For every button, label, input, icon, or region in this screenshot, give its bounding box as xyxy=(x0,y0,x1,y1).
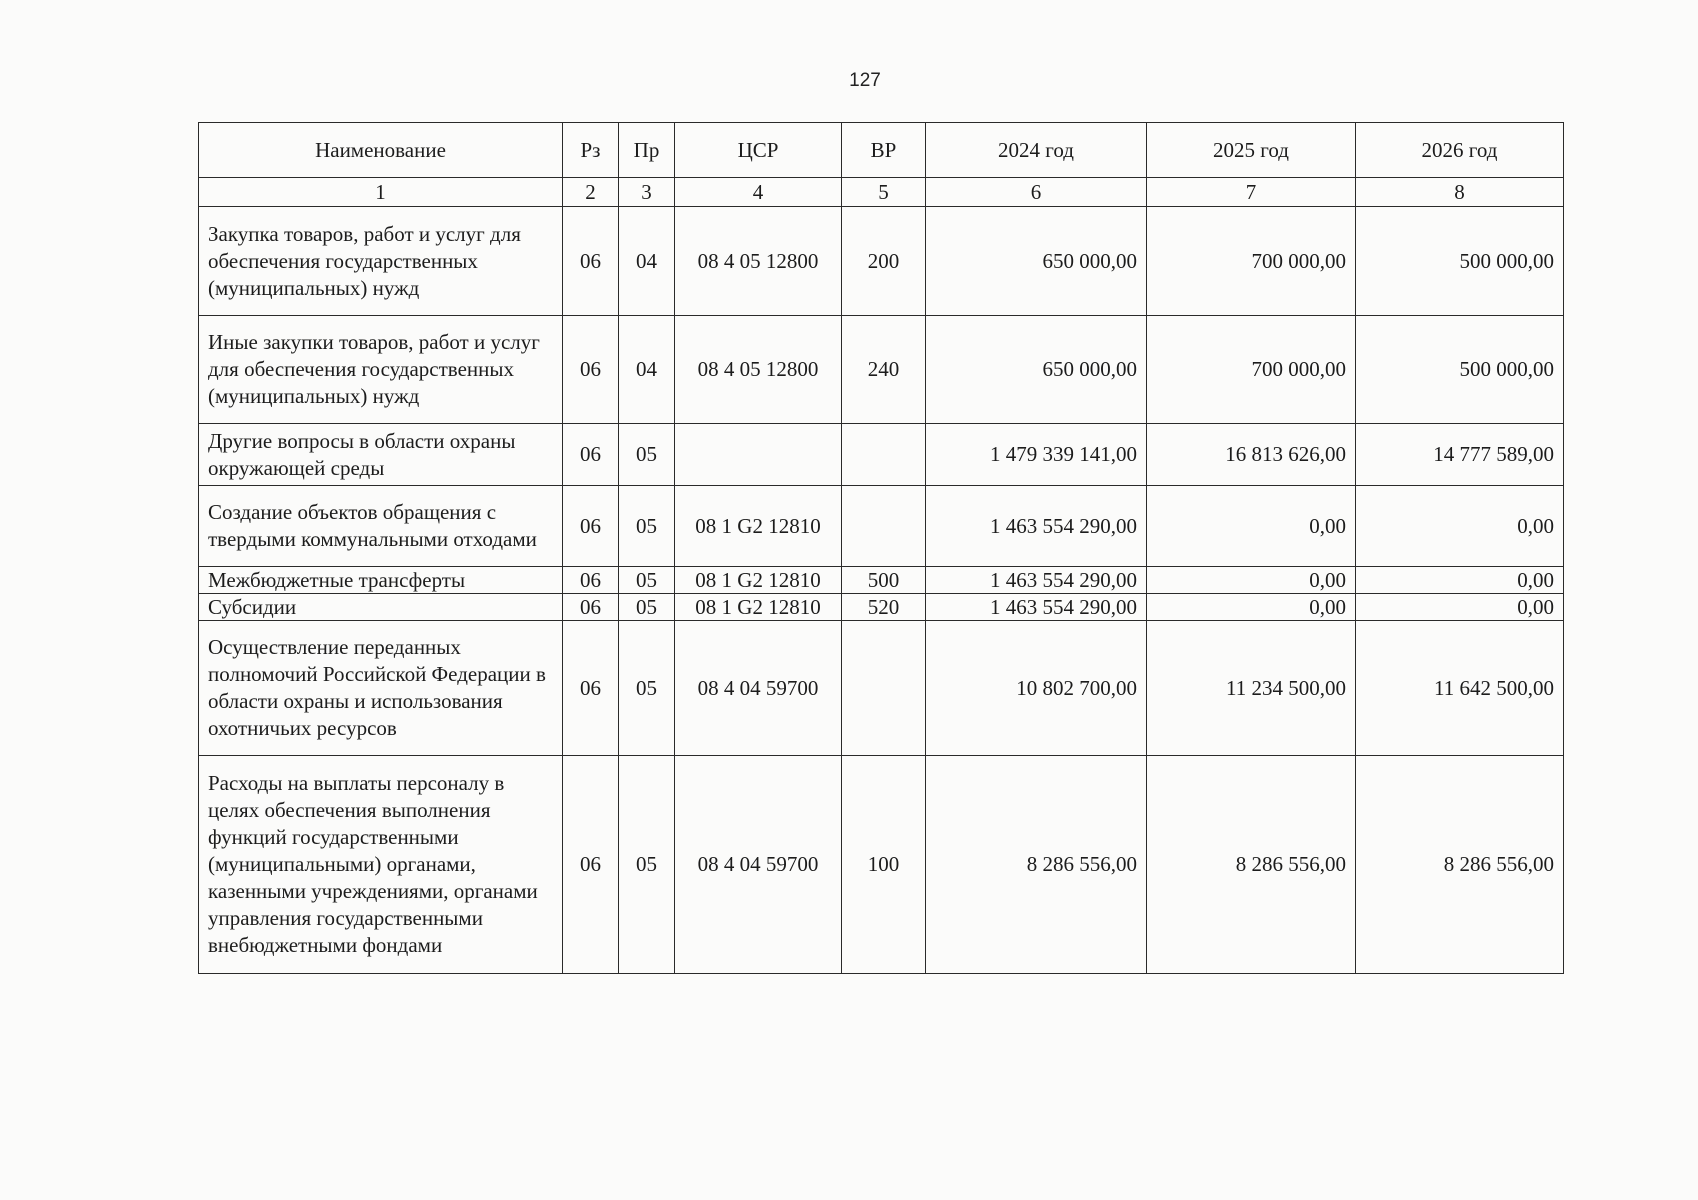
row-2024: 1 463 554 290,00 xyxy=(926,594,1147,621)
row-2026: 500 000,00 xyxy=(1356,207,1564,316)
column-number: 1 xyxy=(199,178,563,207)
row-2026: 11 642 500,00 xyxy=(1356,621,1564,756)
row-pr: 05 xyxy=(619,594,675,621)
row-pr: 05 xyxy=(619,486,675,567)
row-pr: 05 xyxy=(619,621,675,756)
row-2024: 650 000,00 xyxy=(926,316,1147,424)
row-pr: 05 xyxy=(619,756,675,974)
table-row xyxy=(199,486,1564,567)
row-2024: 1 463 554 290,00 xyxy=(926,486,1147,567)
table-row xyxy=(199,567,1564,594)
column-number: 7 xyxy=(1147,178,1356,207)
row-csr: 08 1 G2 12810 xyxy=(675,567,842,594)
table-row xyxy=(199,621,1564,756)
row-vr: 200 xyxy=(842,207,926,316)
row-rz: 06 xyxy=(563,424,619,486)
row-csr: 08 1 G2 12810 xyxy=(675,594,842,621)
row-2026: 0,00 xyxy=(1356,567,1564,594)
row-name: Создание объектов обращения с твердыми коммунальными отходами xyxy=(199,486,563,567)
row-2024: 650 000,00 xyxy=(926,207,1147,316)
row-rz: 06 xyxy=(563,207,619,316)
row-vr: 240 xyxy=(842,316,926,424)
row-rz: 06 xyxy=(563,316,619,424)
column-number: 8 xyxy=(1356,178,1564,207)
row-2026: 8 286 556,00 xyxy=(1356,756,1564,974)
table-row xyxy=(199,207,1564,316)
column-number: 5 xyxy=(842,178,926,207)
header-pr: Пр xyxy=(619,123,675,178)
row-2025: 700 000,00 xyxy=(1147,316,1356,424)
row-name: Расходы на выплаты персоналу в целях обеспечения выполнения функций государственными (муниципальными) органами, казенными учреждениями, органами управления государственными внебюджетными фондами xyxy=(199,756,563,974)
table-row xyxy=(199,756,1564,974)
row-csr xyxy=(675,424,842,486)
row-name: Субсидии xyxy=(199,594,563,621)
row-2025: 0,00 xyxy=(1147,594,1356,621)
row-rz: 06 xyxy=(563,486,619,567)
row-vr: 500 xyxy=(842,567,926,594)
row-name: Осуществление переданных полномочий Российской Федерации в области охраны и использования охотничьих ресурсов xyxy=(199,621,563,756)
row-name: Другие вопросы в области охраны окружающей среды xyxy=(199,424,563,486)
header-2025: 2025 год xyxy=(1147,123,1356,178)
row-csr: 08 4 05 12800 xyxy=(675,207,842,316)
row-2024: 1 463 554 290,00 xyxy=(926,567,1147,594)
row-2025: 8 286 556,00 xyxy=(1147,756,1356,974)
table-row xyxy=(199,316,1564,424)
row-pr: 05 xyxy=(619,424,675,486)
header-rz: Рз xyxy=(563,123,619,178)
row-vr xyxy=(842,621,926,756)
header-2026: 2026 год xyxy=(1356,123,1564,178)
column-number: 3 xyxy=(619,178,675,207)
column-number-row xyxy=(199,178,1564,207)
row-name: Иные закупки товаров, работ и услуг для обеспечения государственных (муниципальных) нужд xyxy=(199,316,563,424)
row-2025: 16 813 626,00 xyxy=(1147,424,1356,486)
row-csr: 08 4 04 59700 xyxy=(675,621,842,756)
row-rz: 06 xyxy=(563,621,619,756)
column-number: 6 xyxy=(926,178,1147,207)
column-number: 2 xyxy=(563,178,619,207)
row-2025: 0,00 xyxy=(1147,567,1356,594)
row-2024: 1 479 339 141,00 xyxy=(926,424,1147,486)
row-vr xyxy=(842,486,926,567)
row-pr: 04 xyxy=(619,316,675,424)
row-pr: 04 xyxy=(619,207,675,316)
row-2026: 14 777 589,00 xyxy=(1356,424,1564,486)
budget-table xyxy=(198,122,1564,974)
page-number: 127 xyxy=(849,70,881,91)
row-2024: 10 802 700,00 xyxy=(926,621,1147,756)
row-2025: 11 234 500,00 xyxy=(1147,621,1356,756)
row-2025: 700 000,00 xyxy=(1147,207,1356,316)
row-name: Межбюджетные трансферты xyxy=(199,567,563,594)
row-2026: 0,00 xyxy=(1356,594,1564,621)
column-number: 4 xyxy=(675,178,842,207)
table-row xyxy=(199,594,1564,621)
row-pr: 05 xyxy=(619,567,675,594)
table-row xyxy=(199,424,1564,486)
header-2024: 2024 год xyxy=(926,123,1147,178)
row-csr: 08 1 G2 12810 xyxy=(675,486,842,567)
row-2024: 8 286 556,00 xyxy=(926,756,1147,974)
header-vr: ВР xyxy=(842,123,926,178)
row-csr: 08 4 05 12800 xyxy=(675,316,842,424)
row-rz: 06 xyxy=(563,756,619,974)
row-rz: 06 xyxy=(563,567,619,594)
row-csr: 08 4 04 59700 xyxy=(675,756,842,974)
header-csr: ЦСР xyxy=(675,123,842,178)
row-2025: 0,00 xyxy=(1147,486,1356,567)
header-name: Наименование xyxy=(199,123,563,178)
row-name: Закупка товаров, работ и услуг для обеспечения государственных (муниципальных) нужд xyxy=(199,207,563,316)
row-2026: 0,00 xyxy=(1356,486,1564,567)
row-vr: 100 xyxy=(842,756,926,974)
row-vr xyxy=(842,424,926,486)
row-vr: 520 xyxy=(842,594,926,621)
row-rz: 06 xyxy=(563,594,619,621)
row-2026: 500 000,00 xyxy=(1356,316,1564,424)
header-row xyxy=(199,123,1564,178)
